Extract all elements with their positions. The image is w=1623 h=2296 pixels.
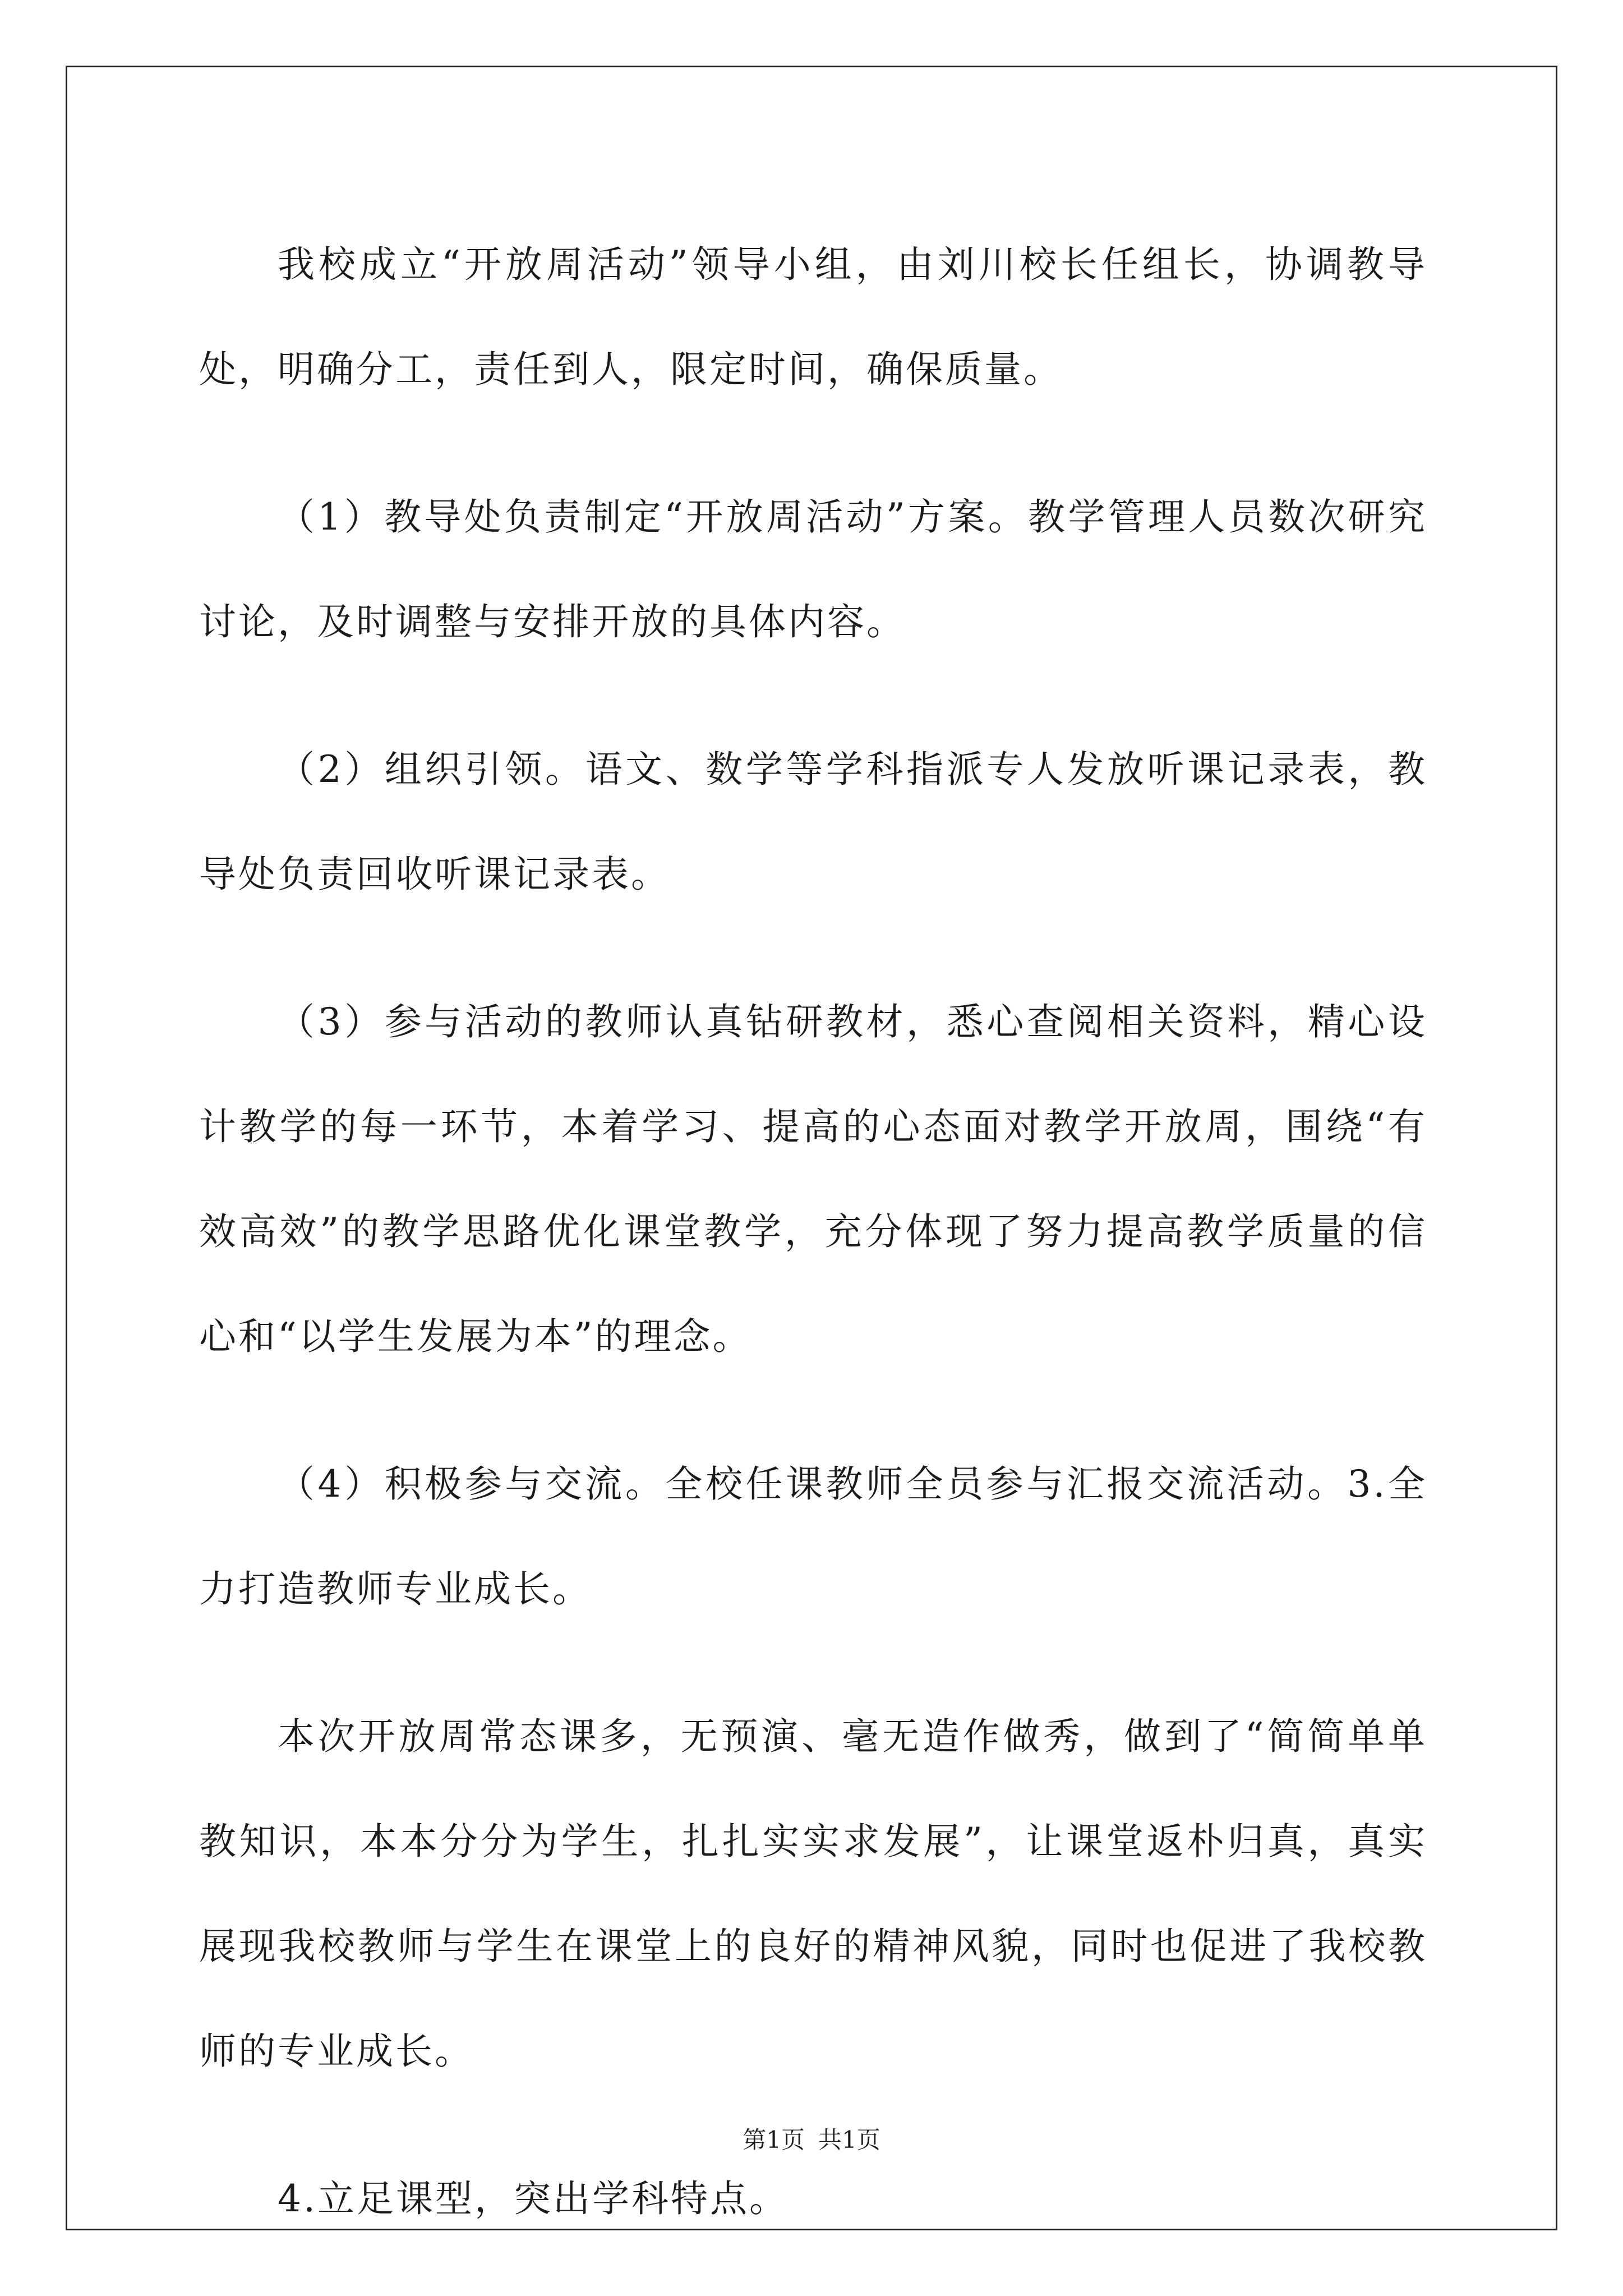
paragraph-item-2: （2）组织引领。语文、数学等学科指派专人发放听课记录表，教导处负责回收听课记录表。: [199, 748, 1427, 896]
paragraph-leadership-group: 我校成立“开放周活动”领导小组，由刘川校长任组长，协调教导处，明确分工，责任到人，限定时间，确保质量。: [199, 243, 1427, 391]
paragraph-open-week-summary: 本次开放周常态课多，无预演、毫无造作做秀，做到了“简简单单教知识，本本分分为学生，扎扎实实求发展”，让课堂返朴归真，真实展现我校教师与学生在课堂上的良好的精神风貌，同时也促进了我校教师的专业成长。: [199, 1715, 1427, 2073]
paragraph-item-1: （1）教导处负责制定“开放周活动”方案。教学管理人员数次研究讨论，及时调整与安排开放的具体内容。: [199, 495, 1427, 643]
paragraph-item-4: （4）积极参与交流。全校任课教师全员参与汇报交流活动。3.全力打造教师专业成长。: [199, 1462, 1427, 1611]
paragraph-section-4-heading: 4.立足课型，突出学科特点。: [278, 2177, 789, 2220]
paragraph-item-3: （3）参与活动的教师认真钻研教材，悉心查阅相关资料，精心设计教学的每一环节，本着学习、提高的心态面对教学开放周，围绕“有效高效”的教学思路优化课堂教学，充分体现了努力提高教学质量的信心和“以学生发展为本”的理念。: [199, 1000, 1427, 1358]
document-body: [199, 212, 1427, 2251]
page-total: 共1页: [818, 2126, 880, 2154]
page-number: 第1页: [743, 2126, 805, 2154]
page-footer: [0, 2123, 1623, 2157]
